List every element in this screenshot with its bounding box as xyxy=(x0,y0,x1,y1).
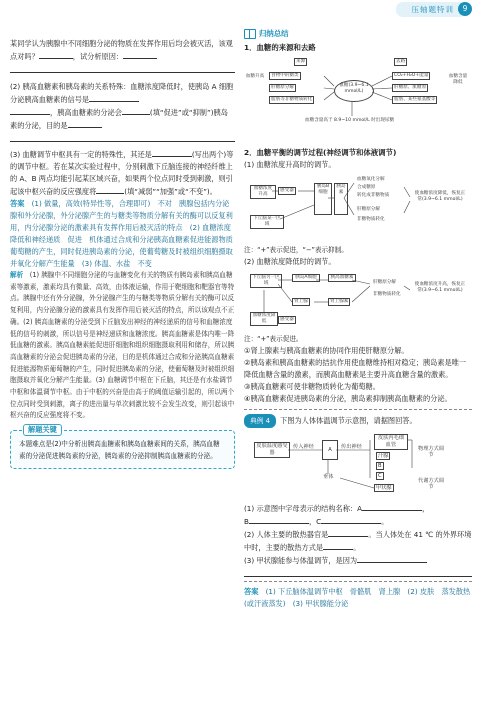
subheading-2: (2) 血糖浓度降低时的调节。 xyxy=(244,257,336,266)
node-receptor-2: 感受器 xyxy=(280,317,294,322)
sink-fat: 脂肪、某些氨基酸等 xyxy=(394,97,436,102)
point-2: ②胰岛素和胰高血糖素的拮抗作用使血糖维持相对稳定；胰岛素是唯一降低血糖含量的激素，而胰高血糖素是主要升高血糖含量的激素。 xyxy=(244,358,467,379)
answer-line xyxy=(10,63,235,73)
node-glucagon: 胰高血糖素 xyxy=(328,274,356,282)
page-header xyxy=(396,2,473,16)
glucose-high-diagram xyxy=(244,173,472,243)
node-adrenal: 肾上腺 xyxy=(294,299,308,304)
node-A: A xyxy=(322,440,338,460)
source-nonsugar: 脂肪等非糖物质转化 xyxy=(271,97,313,102)
label-source: 来源 xyxy=(296,59,306,64)
diagram2-arrows xyxy=(244,173,472,243)
node-C: C xyxy=(378,473,382,479)
example-heading: 典例 4 下图为人体体温调节示意图，请据图回答。 xyxy=(244,414,472,428)
header-band: 压轴题特训 xyxy=(396,2,463,17)
node-skin-receptor: 皮肤温度感受器 xyxy=(254,442,290,458)
right-column: 归纳总结 1．血糖的来源和去路 来源 去路 血糖升高 食物中的糖类 肝糖原分解 脂肪等非糖物质转化 血糖(3.9~6.1 mmol/L) CO₂+H₂O+能量 肝糖原、肌糖原 脂肪、某些氨基酸等 血糖含量降低 血糖含量高于 8.9~10 mmol/L 时出现尿糖 2．血糖平衡的调节过程(神经调节和体液调节) (1) 血糖浓度升高时的调节。 血糖浓度升高 感受器 下丘脑某一区域 胰岛B细胞 胰岛素 血糖氧化分解 合成糖原 转化成非糖物质 肝糖原分解 非糖物质转化 使血糖浓度降低，恢复正常(3.9~6.1 mmol/L) 注：“+”表示促进，“−”表示抑制。 (2) 血糖浓度降低时的调节。 下丘脑另一区域 胰岛A细胞 胰高血糖素 肾上腺 肾上腺素 血糖浓度降低 感受器 肝糖原分解 非糖物质转化 使血糖浓度升高，恢复正常(3.9~6.1 mmol/L) 注：“+”表示促进。 ①肾上腺素与胰高血糖素的协同作用使肝糖原分解。 ②胰岛素和胰高血糖素的拮抗作用使血糖维持相对稳定；胰岛素是唯一降低血糖含量的激素，而胰高血糖素是主要升高血糖含量的激素。 ③胰高血糖素可使非糖物质转化为葡萄糖。 ④胰高血糖素促进胰岛素的分泌，胰岛素抑制胰高血糖素的分泌。 典例 4 下图为人体体温调节示意图，请据图回答。 皮肤温度感受器 传入神经 A 传出神经 垂体 皮肤内毛细血管 汗腺 B C 甲状腺 物理方式调节 代谢方式调节 (1) 示意图中字母表示的结构名称：A ， B ，C 。 (2) 人体主要的散热器官是 。当人体处在 41 ℃ 的外界环境中时，主要的散热方式是 。 (3) 甲状腺能参与体温调节，是因为 答案 (1) 下丘脑体温调节中枢 骨骼肌 肾上腺 (2) 皮肤 蒸发散热(或汗液蒸发) (3) 甲状腺能分泌 xyxy=(244,29,472,608)
point-4: ④胰高血糖素促进胰岛素的分泌，胰岛素抑制胰高血糖素的分泌。 xyxy=(244,394,452,403)
note-2: 注：“+”表示促进。 xyxy=(244,335,303,343)
page-number: 9 xyxy=(458,2,472,16)
diagram3-arrows xyxy=(244,270,472,332)
summary-title: 归纳总结 xyxy=(244,28,472,39)
explanation-block: 解析 (1) 胰腺中不同细胞分泌的与血糖变化有关的物质有胰岛素和胰高血糖素等激素，激素均具有微量、高效，由体液运输，作用于靶细胞和靶器官等特点。胰腺中还有外分泌腺，外分泌腺产生的与糖类等物质分解有关的酶可以反复利用，内分泌腺分泌的激素具有发挥作用后被灭活的特点，所以该观点不正确。(2) 胰高血糖素的分泌受到下丘脑发出神经的神经递质的信号和血糖浓度低的信号的刺激，所以信号是神经递质和血糖浓度。胰高血糖素是体内唯一降低血糖的激素。胰高血糖素能促进肝细胞和组织细胞摄取利用和储存，所以胰高血糖素的分泌会促进胰岛素的分泌，目的是机体通过合成和分泌胰高血糖素促进能源物质葡萄糖的产生，同时促进胰岛素的分泌，使葡萄糖及时被组织细胞摄取并氧化分解产生能量。(3) 血糖调节中枢在下丘脑，其还是有水盐调节中枢和体温调节中枢。由于中枢的兴奋是由高于的阈值运输引起的，所以两个位点同时受到刺激，离子的进出量与单次刺激比较不会发生改变，则引起该中枢兴奋的反应强度将不变。 xyxy=(10,271,235,420)
effect-inhibit-glycogenolysis: 肝糖原分解 xyxy=(357,207,380,212)
answer-line xyxy=(244,567,472,577)
node-afferent: 传入神经 xyxy=(293,444,314,450)
effect-glycogen: 合成糖原 xyxy=(357,185,376,190)
ex-q3: (3) 甲状腺能参与体温调节，是因为 xyxy=(244,554,472,567)
ex-q2: (2) 人体主要的散热器官是 。当人体处在 41 ℃ 的外界环境中时，主要的散热方式是 。 xyxy=(244,530,472,552)
node-capillary: 皮肤内毛细血管 xyxy=(374,434,408,450)
node-glucose-low: 血糖浓度降低 xyxy=(250,312,278,326)
answer-line xyxy=(10,132,235,142)
sink-glycogen: 肝糖原、肌糖原 xyxy=(394,85,427,90)
glucose-low-diagram xyxy=(244,270,472,332)
result-raise: 使血糖浓度升高，恢复正常(3.9~6.1 mmol/L) xyxy=(412,282,468,294)
node-insulin: 胰岛素 xyxy=(334,183,348,215)
node-glucose-high: 血糖浓度升高 xyxy=(250,185,276,199)
left-column: 某同学认为胰腺中不同细胞分泌的物质在发挥作用后均会被灭活，该观点对吗？ ，试分析原因： (2) 胰高血糖素和胰岛素的关系特殊：血糖浓度降低时，使胰岛 A 细胞分泌胰高血糖素的信号是 ，胰高血糖素的分泌会 (填“促进”或“抑制”)胰岛素的分泌，目的是 (3) 血糖调节中枢具有一定的特殊性，其还是 (写出两个)等的调节中枢。若在某次实验过程中，分别刺激下丘脑连接的神经纤维上的 A、B 两点均能引起某区域兴奋，如果两个位点同时受到刺激，则引起该中枢兴奋的反应强度将 (填“减弱”“加强”或“不变”)。 答案 (1) 做量，高效(特异性等，合理即可) 不对 胰腺包括内分泌腺和外分泌腺，外分泌腺产生的与糖类等物质分解有关的酶可以反复利用，内分泌腺分泌的激素具有发挥作用后被灭活的特点 (2) 血糖浓度降低和神经递质 促进 机体通过合成和分泌胰高血糖素促进能源物质葡萄糖的产生，同时促进胰岛素的分泌，使葡萄糖及时被组织细胞摄取并氧化分解产生能量 (3) 体温、水盐 不变 解析 (1) 胰腺中不同细胞分泌的与血糖变化有关的物质有胰岛素和胰高血糖素等激素，激素均具有微量、高效，由体液运输，作用于靶细胞和靶器官等特点。胰腺中还有外分泌腺，外分泌腺产生的与糖类等物质分解有关的酶可以反复利用，内分泌腺分泌的激素具有发挥作用后被灭活的特点，所以该观点不正确。(2) 胰高血糖素的分泌受到下丘脑发出神经的神经递质的信号和血糖浓度低的信号的刺激，所以信号是神经递质和血糖浓度。胰高血糖素是体内唯一降低血糖的激素。胰高血糖素能促进肝细胞和组织细胞摄取利用和储存，所以胰高血糖素的分泌会促进胰岛素的分泌，目的是机体通过合成和分泌胰高血糖素促进能源物质葡萄糖的产生，同时促进胰岛素的分泌，使葡萄糖及时被组织细胞摄取并氧化分解产生能量。(3) 血糖调节中枢在下丘脑，其还是有水盐调节中枢和体温调节中枢。由于中枢的兴奋是由高于的阈值运输引起的，所以两个位点同时受到刺激，离子的进出量与单次刺激比较不会发生改变，则引起该中枢兴奋的反应强度将不变。 解题关键 本题难点是(2)中分析出胰高血糖素和胰岛血糖素间的关系，胰高血糖素的分泌促进胰岛素的分泌，胰岛素的分泌抑制胰高血糖素的分泌。 xyxy=(10,38,235,469)
node-adrenaline: 肾上腺素 xyxy=(330,299,349,304)
node-sweat-gland: 汗腺 xyxy=(378,453,389,459)
ex-q1: (1) 示意图中字母表示的结构名称：A ， xyxy=(244,504,430,513)
result-lower: 使血糖浓度降低，恢复正常(3.9~6.1 mmol/L) xyxy=(412,191,468,203)
thermoregulation-diagram xyxy=(244,432,472,498)
point-3: ③胰高血糖素可使非糖物质转化为葡萄糖。 xyxy=(244,382,380,391)
diagram1-arrows xyxy=(244,56,472,142)
ex-answer: 答案 (1) 下丘脑体温调节中枢 骨骼肌 肾上腺 (2) 皮肤 蒸发散热(或汗液蒸发) (3) 甲状腺能分泌 xyxy=(244,587,471,608)
node-B: B xyxy=(378,463,382,469)
effect-oxidation: 血糖氧化分解 xyxy=(357,177,385,182)
key-tip-box xyxy=(10,425,235,468)
answer-block: 答案 (1) 做量，高效(特异性等，合理即可) 不对 胰腺包括内分泌腺和外分泌腺，外分泌腺产生的与糖类等物质分解有关的酶可以反复利用，内分泌腺分泌的激素具有发挥作用后被灭活的特点 (2) 血糖浓度降低和神经递质 促进 机体通过合成和分泌胰高血糖素促进能源物质葡萄糖的产生，同时促进胰岛素的分泌，使葡萄糖及时被组织细胞摄取并氧化分解产生能量 (3) 体温、水盐 不变 xyxy=(10,199,233,268)
glucose-source-sink-diagram xyxy=(244,56,472,142)
blood-glucose-node: 血糖(3.9~6.1 mmol/L) xyxy=(334,80,374,102)
label-rise: 血糖升高 xyxy=(245,74,265,79)
divider xyxy=(244,581,472,582)
label-metabolic: 代谢方式调节 xyxy=(416,478,446,490)
key-tip-title: 解题关键 xyxy=(23,424,62,436)
q2-text: (2) 胰高血糖素和胰岛素的关系特殊：血糖浓度降低时，使胰岛 A 细胞分泌胰高血糖素的信号是 xyxy=(10,82,234,104)
diagram4-arrows xyxy=(244,432,472,498)
effect-glycogenolysis: 肝糖原分解 xyxy=(373,280,396,285)
heading-1: 1．血糖的来源和去路 xyxy=(244,43,316,52)
node-alpha-cell: 胰岛A细胞 xyxy=(292,274,320,282)
effect-convert: 转化成非糖物质 xyxy=(357,193,390,198)
q3-text: (3) 血糖调节中枢具有一定的特殊性，其还是 (写出两个)等的调节中枢。若在某次实验过程中，分别刺激下丘脑连接的神经纤维上的 A、B 两点均能引起某区域兴奋，如果两个位点同时受到刺激，则引起该中枢兴奋的反应强度将 (填“减弱”“加强”或“不变”)。 xyxy=(10,150,234,196)
effect-conversion: 非糖物质转化 xyxy=(373,292,401,297)
effect-inhibit-conversion: 非糖物质转化 xyxy=(357,217,385,222)
sink-oxidation: CO₂+H₂O+能量 xyxy=(394,73,429,78)
label-drop: 血糖含量降低 xyxy=(446,74,470,86)
node-thyroid: 甲状腺 xyxy=(376,485,392,491)
label-sink: 去路 xyxy=(396,59,406,64)
heading-2: 2．血糖平衡的调节过程(神经调节和体液调节) xyxy=(244,148,397,157)
key-tip-text: 本题难点是(2)中分析出胰高血糖素和胰岛血糖素间的关系，胰高血糖素的分泌促进胰岛素的分泌，胰岛素的分泌抑制胰高血糖素的分泌。 xyxy=(19,440,220,460)
node-pituitary: 垂体 xyxy=(323,474,334,480)
node-receptor: 感受器 xyxy=(280,188,294,193)
source-glycogen: 肝糖原分解 xyxy=(271,85,294,90)
node-hypothalamus-2: 下丘脑另一区域 xyxy=(250,274,282,288)
book-icon xyxy=(244,29,256,39)
label-overflow: 血糖含量高于 8.9~10 mmol/L 时出现尿糖 xyxy=(305,118,395,123)
point-1: ①肾上腺素与胰高血糖素的协同作用使肝糖原分解。 xyxy=(244,346,409,355)
node-beta-cell: 胰岛B细胞 xyxy=(314,183,332,215)
label-physical: 物理方式调节 xyxy=(416,446,446,458)
note-1: 注：“+”表示促进，“−”表示抑制。 xyxy=(244,246,348,254)
subheading-1: (1) 血糖浓度升高时的调节。 xyxy=(244,160,336,169)
divider xyxy=(244,409,472,410)
q1-text: 某同学认为胰腺中不同细胞分泌的物质在发挥作用后均会被灭活，该观点对吗？ ，试分析原因： xyxy=(10,39,233,61)
source-food: 食物中的糖类 xyxy=(271,73,299,78)
node-efferent: 传出神经 xyxy=(341,444,362,450)
node-hypothalamus: 下丘脑某一区域 xyxy=(250,215,284,229)
